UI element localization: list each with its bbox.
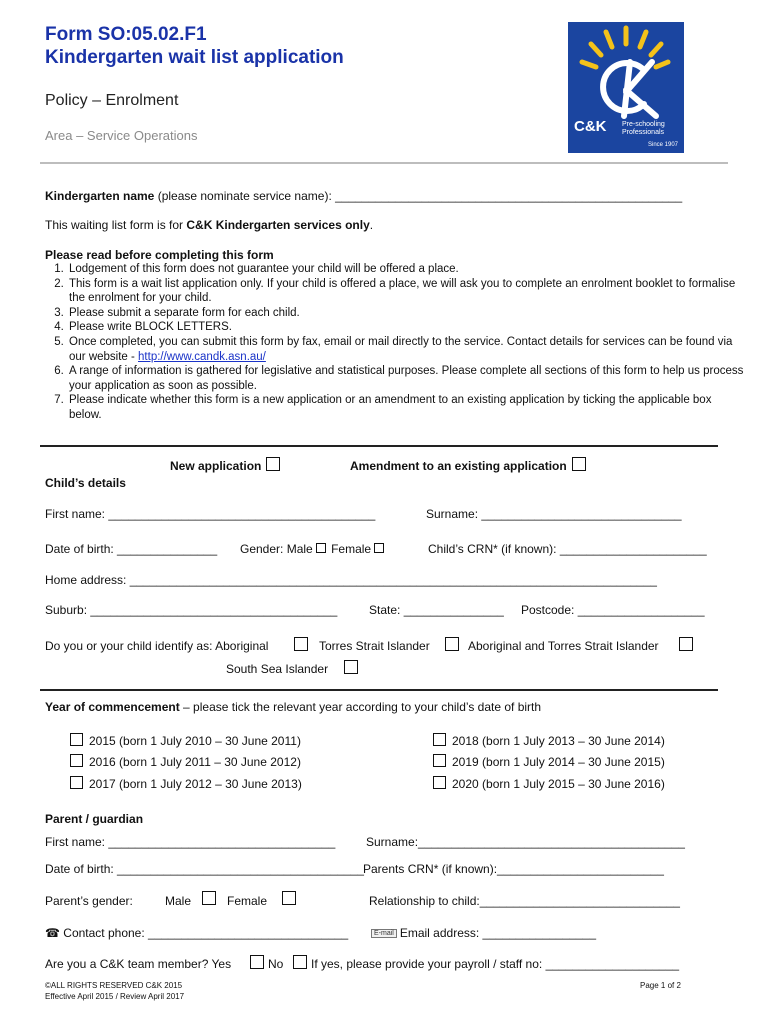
year-checkbox[interactable] bbox=[433, 754, 446, 767]
year-option[interactable] bbox=[70, 733, 301, 748]
section-divider bbox=[40, 445, 718, 447]
year-heading-hint: – please tick the relevant year according to your child’s date of birth bbox=[179, 700, 542, 714]
rules-heading: Please read before completing this form bbox=[45, 248, 274, 262]
amendment-option[interactable] bbox=[350, 457, 586, 473]
team-member-question: Are you a C&K team member? bbox=[45, 957, 209, 971]
email-address-field[interactable] bbox=[371, 926, 596, 940]
kindergarten-name-line[interactable]: ____________________________________________________ bbox=[335, 189, 683, 203]
team-member-no-label: No bbox=[268, 957, 284, 971]
rule-item: 2. This form is a wait list application only. If your child is offered a place, we will ask you to complete an enrolment booklet to formalise the enrolment for your child. bbox=[67, 277, 747, 306]
scope-bold: C&K Kindergarten services only bbox=[186, 218, 370, 232]
scope-note bbox=[45, 218, 373, 232]
year-option[interactable] bbox=[70, 776, 302, 791]
logo-since: Since 1907 bbox=[648, 142, 679, 148]
section-divider bbox=[40, 689, 718, 691]
aboriginal-label: Aboriginal bbox=[215, 639, 269, 653]
rule-item bbox=[67, 335, 747, 364]
parent-dob-field[interactable]: Date of birth: _____________________________________ bbox=[45, 862, 364, 876]
footer-rights: ©ALL RIGHTS RESERVED C&K 2015 bbox=[45, 981, 183, 990]
rule-item: 4. Please write BLOCK LETTERS. bbox=[67, 320, 747, 335]
year-option[interactable] bbox=[433, 754, 665, 769]
amendment-checkbox[interactable] bbox=[572, 457, 586, 471]
kindergarten-name-field[interactable] bbox=[45, 189, 682, 203]
child-gender-label: Gender: bbox=[240, 542, 284, 556]
form-code: Form SO:05.02.F1 bbox=[45, 24, 207, 45]
amendment-label: Amendment to an existing application bbox=[350, 459, 567, 473]
year-option-label: 2016 (born 1 July 2011 – 30 June 2012) bbox=[89, 755, 301, 769]
child-female-checkbox[interactable] bbox=[374, 543, 384, 553]
tsi-label: Torres Strait Islander bbox=[319, 639, 430, 653]
aboriginal-checkbox[interactable] bbox=[294, 637, 308, 651]
state-field[interactable]: State: _______________ bbox=[369, 603, 504, 617]
parent-crn-field[interactable]: Parents CRN* (if known):_________________________ bbox=[363, 862, 664, 876]
relationship-field[interactable]: Relationship to child:______________________________ bbox=[369, 894, 680, 908]
south-sea-checkbox[interactable] bbox=[344, 660, 358, 674]
child-gender-group bbox=[240, 542, 386, 556]
parent-surname-field[interactable]: Surname:________________________________________ bbox=[366, 835, 685, 849]
rule-item: 7. Please indicate whether this form is a new application or an amendment to an existing application by ticking the applicable box below. bbox=[67, 393, 747, 422]
kindergarten-name-hint: (please nominate service name): bbox=[154, 189, 336, 203]
team-member-yes-checkbox[interactable] bbox=[250, 955, 264, 969]
logo-brand: C&K bbox=[574, 118, 607, 135]
year-option[interactable] bbox=[433, 776, 665, 791]
email-icon: E-mail bbox=[371, 929, 397, 938]
child-dob-field[interactable]: Date of birth: _______________ bbox=[45, 542, 218, 556]
identify-label bbox=[45, 639, 268, 653]
form-title: Kindergarten wait list application bbox=[45, 47, 344, 68]
year-checkbox[interactable] bbox=[433, 776, 446, 789]
year-checkbox[interactable] bbox=[70, 754, 83, 767]
year-option-label: 2018 (born 1 July 2013 – 30 June 2014) bbox=[452, 734, 665, 748]
scope-suffix: . bbox=[369, 218, 374, 232]
year-checkbox[interactable] bbox=[70, 776, 83, 789]
footer-effective: Effective April 2015 / Review April 2017 bbox=[45, 992, 185, 1001]
payroll-field[interactable]: If yes, please provide your payroll / staff no: ____________________ bbox=[311, 957, 680, 971]
rule-item: 1. Lodgement of this form does not guarantee your child will be offered a place. bbox=[67, 262, 747, 277]
year-heading bbox=[45, 700, 541, 714]
header-divider bbox=[40, 162, 728, 164]
both-checkbox[interactable] bbox=[679, 637, 693, 651]
team-member-no-checkbox[interactable] bbox=[293, 955, 307, 969]
email-address-label: Email address: _________________ bbox=[399, 926, 596, 940]
new-application-label: New application bbox=[170, 459, 262, 473]
area-subtitle: Area – Service Operations bbox=[45, 128, 198, 143]
suburb-field[interactable]: Suburb: _____________________________________ bbox=[45, 603, 338, 617]
year-checkbox[interactable] bbox=[70, 733, 83, 746]
child-first-name-field[interactable]: First name: ________________________________________ bbox=[45, 507, 376, 521]
rules-list bbox=[45, 262, 747, 423]
team-member-label bbox=[45, 957, 231, 971]
rule-text: Once completed, you can submit this form by fax, email or mail directly to the service. Contact details for services can be found via our website - bbox=[69, 335, 733, 363]
new-application-option[interactable] bbox=[170, 457, 280, 473]
candk-logo bbox=[568, 22, 684, 153]
child-details-heading: Child’s details bbox=[45, 476, 126, 490]
postcode-field[interactable]: Postcode: ___________________ bbox=[521, 603, 705, 617]
contact-phone-field[interactable] bbox=[45, 926, 348, 940]
child-surname-field[interactable]: Surname: ______________________________ bbox=[426, 507, 682, 521]
year-option[interactable] bbox=[433, 733, 665, 748]
year-option-label: 2015 (born 1 July 2010 – 30 June 2011) bbox=[89, 734, 301, 748]
logo-tagline-2: Professionals bbox=[622, 129, 665, 136]
child-female-label: Female bbox=[331, 542, 372, 556]
year-option-label: 2020 (born 1 July 2015 – 30 June 2016) bbox=[452, 777, 665, 791]
kindergarten-name-label: Kindergarten name bbox=[45, 189, 155, 203]
phone-icon: ☎ bbox=[45, 926, 60, 940]
home-address-field[interactable]: Home address: _______________________________________________________________________________ bbox=[45, 573, 657, 587]
identify-question: Do you or your child identify as: bbox=[45, 639, 213, 653]
year-heading-label: Year of commencement bbox=[45, 700, 180, 714]
year-option[interactable] bbox=[70, 754, 301, 769]
new-application-checkbox[interactable] bbox=[266, 457, 280, 471]
parent-gender-label: Parent’s gender: bbox=[45, 894, 133, 908]
tsi-checkbox[interactable] bbox=[445, 637, 459, 651]
year-option-label: 2019 (born 1 July 2014 – 30 June 2015) bbox=[452, 755, 665, 769]
scope-prefix: This waiting list form is for bbox=[45, 218, 187, 232]
parent-first-name-field[interactable]: First name: __________________________________ bbox=[45, 835, 336, 849]
parent-female-label: Female bbox=[227, 894, 268, 908]
child-crn-field[interactable]: Child’s CRN* (if known): ______________________ bbox=[428, 542, 707, 556]
parent-male-label: Male bbox=[165, 894, 192, 908]
south-sea-label: South Sea Islander bbox=[226, 662, 329, 676]
website-link[interactable]: http://www.candk.asn.au/ bbox=[138, 350, 266, 363]
child-male-label: Male bbox=[286, 542, 313, 556]
rule-item: 6. A range of information is gathered for legislative and statistical purposes. Please complete all sections of this form to help us process your application as soon as possible. bbox=[67, 364, 747, 393]
team-member-yes-label: Yes bbox=[211, 957, 232, 971]
logo-tagline-1: Pre-schooling bbox=[622, 121, 665, 128]
parent-male-checkbox[interactable] bbox=[202, 891, 216, 905]
year-checkbox[interactable] bbox=[433, 733, 446, 746]
rule-item: 3. Please submit a separate form for each child. bbox=[67, 306, 747, 321]
contact-phone-label: Contact phone: ______________________________ bbox=[59, 926, 349, 940]
both-label: Aboriginal and Torres Strait Islander bbox=[468, 639, 659, 653]
parent-heading: Parent / guardian bbox=[45, 812, 144, 826]
child-male-checkbox[interactable] bbox=[316, 543, 326, 553]
year-option-label: 2017 (born 1 July 2012 – 30 June 2013) bbox=[89, 777, 302, 791]
parent-female-checkbox[interactable] bbox=[282, 891, 296, 905]
page-number: Page 1 of 2 bbox=[640, 981, 681, 990]
policy-subtitle: Policy – Enrolment bbox=[45, 92, 179, 109]
